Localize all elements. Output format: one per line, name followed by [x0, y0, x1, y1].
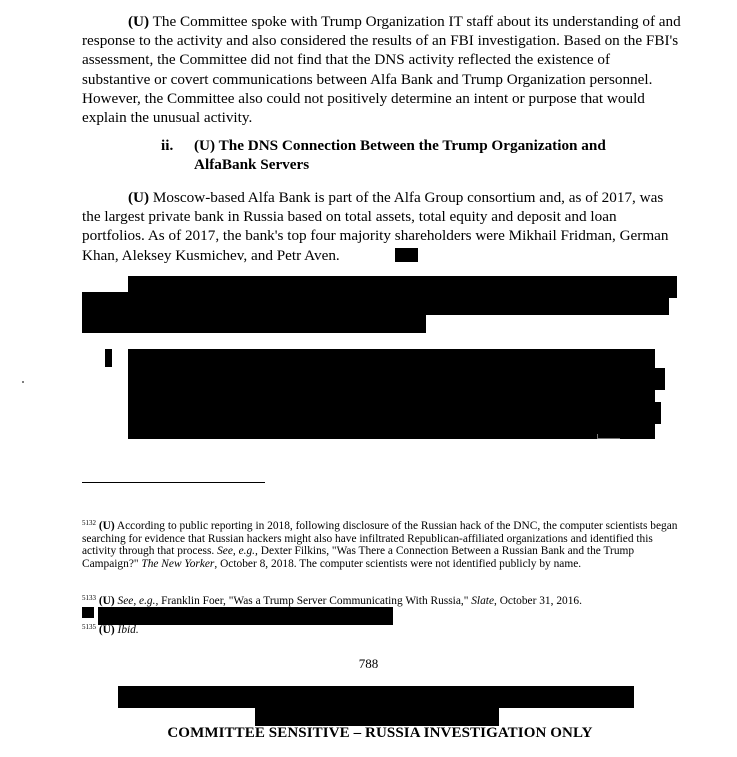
footnote-ibid: Ibid. [117, 624, 139, 636]
section-number: ii. [161, 137, 174, 154]
footnote-number: 5135 [82, 623, 96, 631]
redaction-block [98, 607, 393, 625]
redaction-block [128, 349, 655, 439]
paragraph-text: The Committee spoke with Trump Organization IT staff about its understanding of and response to the activity and also considered the results of an FBI investigation. Based on the FBI's assessment, the Committee did not find that the DNS activity reflected the existence of substantive or covert communications between Alfa Bank and Trump Organization personnel. However, the Committee also could not positively determine an intent or purpose that would explain the unusual activity. [82, 13, 681, 127]
redaction-block [630, 368, 665, 390]
paragraph-committee-findings [82, 12, 682, 127]
page-number: 788 [358, 656, 379, 671]
classification-marker: (U) [194, 137, 216, 154]
publication-title: Slate [471, 595, 494, 607]
footnote-5135 [82, 624, 682, 637]
section-title: The DNS Connection Between the Trump Organization and AlfaBank Servers [194, 137, 606, 173]
redaction-block [255, 704, 499, 726]
scan-artifact [22, 381, 24, 383]
classification-footer: COMMITTEE SENSITIVE – RUSSIA INVESTIGATION ONLY [167, 725, 593, 741]
redaction-block [630, 402, 661, 424]
redaction-block [82, 312, 426, 333]
classification-marker: (U) [98, 624, 115, 636]
classification-marker: (U) [128, 13, 150, 30]
footnote-5133 [82, 595, 682, 608]
footnote-number: 5133 [82, 594, 96, 602]
classification-marker: (U) [98, 595, 115, 607]
footnote-text: , October 8, 2018. The computer scientists were not identified publicly by name. [214, 557, 582, 570]
footnote-number: 5132 [82, 519, 96, 527]
scan-artifact [597, 434, 620, 439]
footnote-text: Dexter Filkins, "Was There a Connection Between a Russian Bank and the Trump Campaign?" [82, 545, 635, 570]
classification-marker: (U) [98, 520, 115, 532]
footnote-signal: See, e.g., [217, 545, 258, 558]
redaction-block [395, 248, 418, 262]
redaction-block [82, 607, 94, 618]
classification-marker: (U) [128, 189, 150, 206]
footnote-text: According to public reporting in 2018, following disclosure of the Russian hack of the DNC, the computer scientists began searching for evidence that Russian hackers might also have infiltrated Republican-affiliated organizations and identified this activity through that process. [82, 520, 678, 558]
footnote-signal: See, e.g., [117, 595, 159, 607]
footnote-rule [82, 482, 265, 483]
footnote-5132 [82, 520, 682, 570]
publication-title: The New Yorker [141, 557, 215, 570]
redaction-block [105, 349, 112, 367]
paragraph-alfa-bank [82, 188, 682, 265]
paragraph-text: Moscow-based Alfa Bank is part of the Alfa Group consortium and, as of 2017, was the largest private bank in Russia based on total assets, total equity and deposit and loan portfolios. As of 2017, the bank's top four majority shareholders were Mikhail Fridman, German Khan, Aleksey Kusmichev, and Petr Aven. [82, 189, 669, 264]
footnote-text: , October 31, 2016. [494, 595, 582, 607]
footnote-text: Franklin Foer, "Was a Trump Server Communicating With Russia," [158, 595, 472, 607]
